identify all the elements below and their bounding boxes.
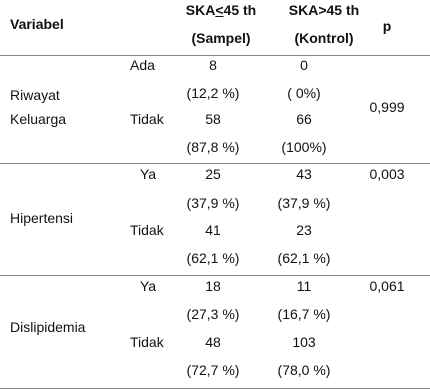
level-label: Ya [140, 278, 157, 294]
sample-count: 58 [205, 111, 221, 127]
sample-percent: (27,3 %) [186, 306, 240, 322]
variable-name-line2: Keluarga [10, 111, 67, 127]
sample-percent: (62,1 %) [186, 250, 240, 266]
control-percent: ( 0%) [287, 85, 321, 101]
sample-count: 8 [209, 57, 217, 73]
level-label: Tidak [130, 111, 164, 127]
control-count: 103 [292, 334, 316, 350]
level-label: Tidak [130, 222, 164, 238]
header-control-line1: SKA>45 th [288, 2, 360, 18]
p-value: 0,061 [369, 278, 405, 294]
header-sample-line1: SKA<45 th [185, 2, 257, 18]
table-bottom-border [0, 388, 430, 389]
variable-name: Hipertensi [10, 210, 74, 226]
sample-percent: (12,2 %) [186, 85, 240, 101]
variable-name: Riwayat [10, 87, 60, 103]
control-percent: (62,1 %) [277, 250, 331, 266]
sample-count: 48 [205, 334, 221, 350]
sample-count: 18 [205, 278, 221, 294]
row-divider [0, 163, 430, 164]
control-percent: (100%) [281, 139, 327, 155]
header-variable: Variabel [10, 16, 64, 32]
control-percent: (16,7 %) [277, 306, 331, 322]
control-count: 66 [296, 111, 312, 127]
sample-count: 41 [205, 222, 221, 238]
control-percent: (37,9 %) [277, 195, 331, 211]
row-divider [0, 275, 430, 276]
sample-percent: (37,9 %) [186, 195, 240, 211]
control-count: 23 [296, 222, 312, 238]
sample-percent: (72,7 %) [186, 362, 240, 378]
control-percent: (78,0 %) [277, 362, 331, 378]
header-control-line2: (Kontrol) [294, 30, 354, 46]
header-sample-line2: (Sampel) [191, 30, 251, 46]
sample-percent: (87,8 %) [186, 139, 240, 155]
control-count: 11 [296, 278, 312, 294]
level-label: Ya [140, 166, 157, 182]
control-count: 0 [300, 57, 308, 73]
header-p: p [382, 18, 392, 34]
sample-count: 25 [205, 166, 221, 182]
level-label: Ada [130, 57, 155, 73]
control-count: 43 [296, 166, 312, 182]
variable-name: Dislipidemia [10, 319, 86, 335]
p-value: 0,999 [369, 99, 405, 115]
level-label: Tidak [130, 334, 164, 350]
p-value: 0,003 [369, 166, 405, 182]
